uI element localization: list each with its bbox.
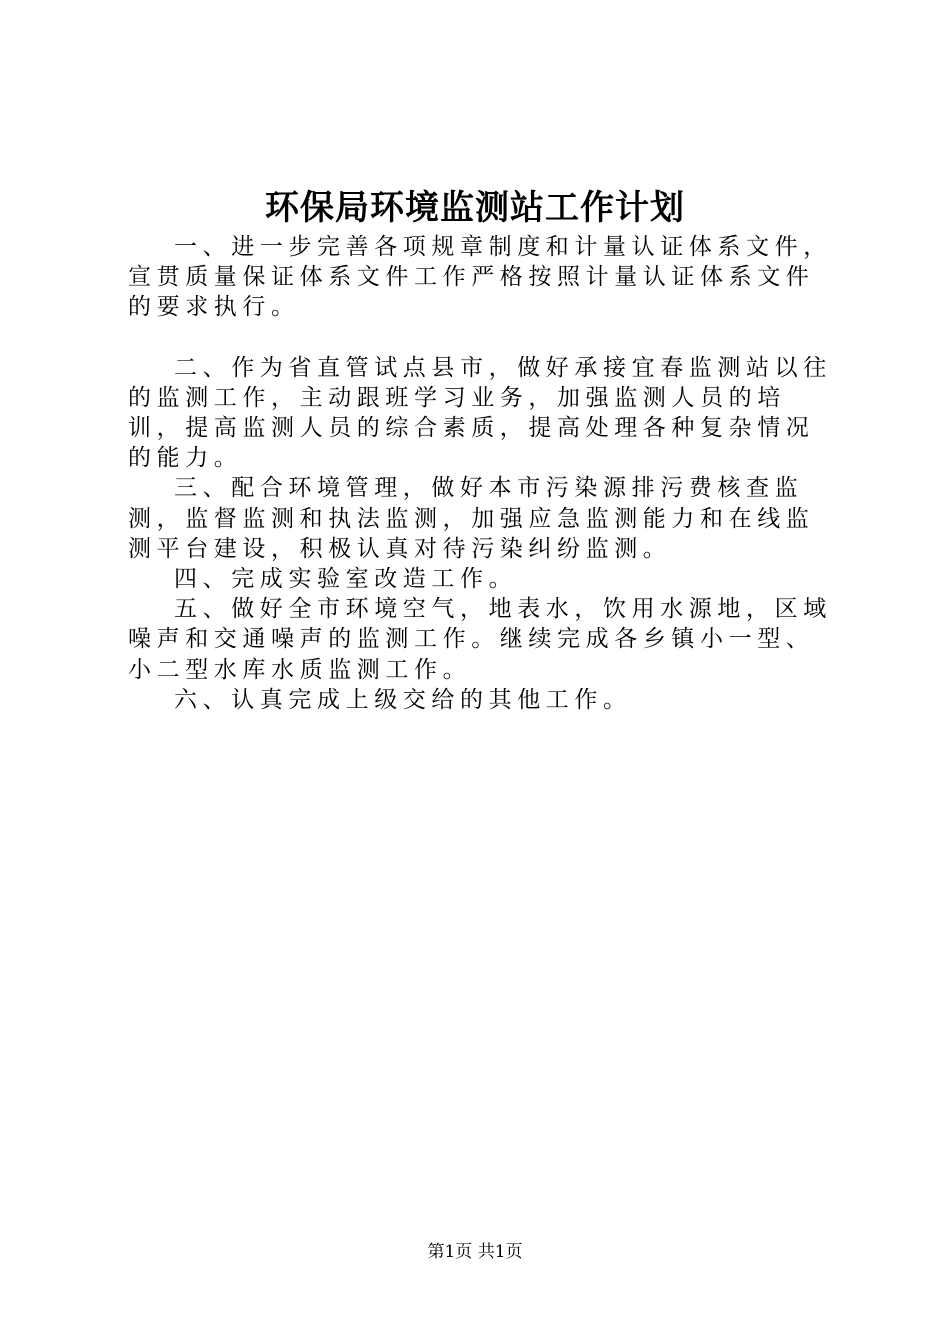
paragraph-3: 三、配合环境管理，做好本市污染源排污费核查监测，监督监测和执法监测，加强应急监测能力和在线监测平台建设，积极认真对待污染纠纷监测。: [128, 475, 815, 562]
paragraph-1: 一、进一步完善各项规章制度和计量认证体系文件，宣贯质量保证体系文件工作严格按照计量认证体系文件的要求执行。: [128, 234, 832, 321]
document-body: [128, 232, 840, 715]
paragraph-5: 五、做好全市环境空气，地表水，饮用水源地，区域噪声和交通噪声的监测工作。继续完成各乡镇小一型、小二型水库水质监测工作。: [128, 596, 832, 683]
paragraph-4: 四、完成实验室改造工作。: [174, 566, 518, 593]
paragraph-6: 六、认真完成上级交给的其他工作。: [174, 686, 632, 713]
page-footer: 第1页 共1页: [427, 1242, 523, 1262]
document-title: 环保局环境监测站工作计划: [265, 188, 685, 228]
paragraph-2: 二、作为省直管试点县市，做好承接宜春监测站以往的监测工作，主动跟班学习业务，加强监测人员的培训，提高监测人员的综合素质，提高处理各种复杂情况的能力。: [128, 354, 832, 472]
